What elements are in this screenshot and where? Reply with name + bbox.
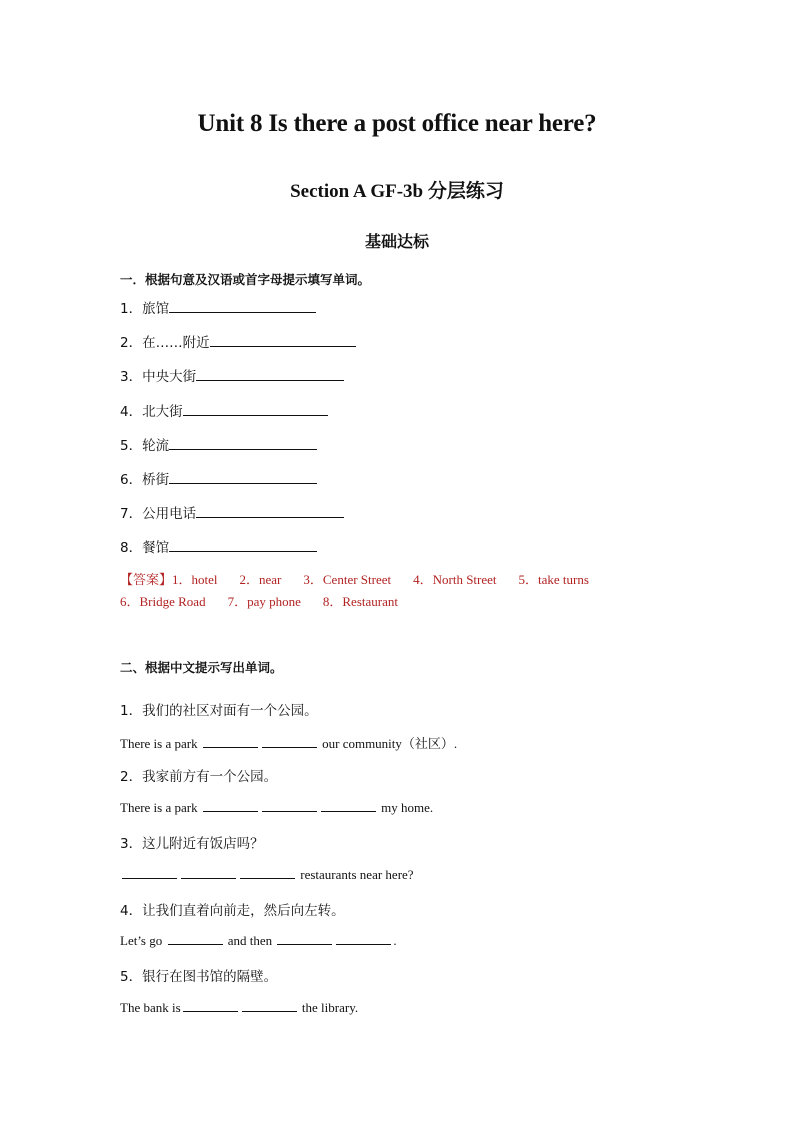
question-cn: 2．我家前方有一个公园。 — [120, 769, 278, 785]
answer-blank[interactable] — [262, 735, 317, 748]
vocab-item: 4．北大街 — [120, 400, 328, 420]
question-en: Let’s go and then . — [120, 933, 397, 948]
answer-key-row: 6．Bridge Road 7．pay phone 8．Restaurant — [120, 594, 398, 609]
answer-blank[interactable] — [321, 799, 376, 812]
vocab-item: 6．桥街 — [120, 468, 317, 488]
vocab-item: 8．餐馆 — [120, 536, 317, 556]
answer-blank[interactable] — [262, 799, 317, 812]
answer-blank[interactable] — [183, 999, 238, 1012]
question-cn: 5．银行在图书馆的隔壁。 — [120, 969, 278, 985]
question-en: There is a park my home. — [120, 800, 434, 815]
answer-blank[interactable] — [169, 537, 317, 552]
level-heading: 基础达标 — [364, 232, 429, 251]
question-en: restaurants near here? — [120, 866, 414, 883]
question-cn: 1．我们的社区对面有一个公园。 — [120, 703, 318, 719]
answer-blank[interactable] — [242, 999, 297, 1012]
answer-blank[interactable] — [168, 932, 223, 945]
page-subtitle: Section A GF-3b 分层练习 — [290, 181, 504, 202]
answer-blank[interactable] — [203, 799, 258, 812]
vocab-item: 5．轮流 — [120, 434, 317, 454]
answer-blank[interactable] — [196, 366, 344, 381]
answer-blank[interactable] — [181, 866, 236, 879]
answer-tag: 【答案】 — [120, 573, 173, 588]
answer-blank[interactable] — [196, 503, 344, 518]
page-title: Unit 8 Is there a post office near here? — [197, 110, 597, 137]
answer-blank[interactable] — [183, 401, 328, 416]
answer-blank[interactable] — [203, 735, 258, 748]
vocab-item: 2．在……附近 — [120, 331, 356, 351]
vocab-item: 3．中央大街 — [120, 365, 344, 385]
answer-blank[interactable] — [122, 866, 177, 879]
vocab-item: 1．旅馆 — [120, 297, 316, 317]
answer-blank[interactable] — [240, 866, 295, 879]
part1-heading: 一．根据句意及汉语或首字母提示填写单词。 — [120, 272, 371, 287]
part2-heading: 二、根据中文提示写出单词。 — [120, 660, 283, 675]
answer-blank[interactable] — [277, 932, 332, 945]
question-cn: 3．这儿附近有饭店吗？ — [120, 836, 264, 852]
question-en: The bank is the library. — [120, 1000, 359, 1015]
answer-blank[interactable] — [169, 469, 317, 484]
answer-key-row: 【答案】1．hotel 2．near 3．Center Street 4．North Street 5．take turns — [120, 572, 589, 588]
answer-blank[interactable] — [336, 932, 391, 945]
answer-blank[interactable] — [169, 298, 316, 313]
answer-blank[interactable] — [210, 332, 356, 347]
question-en: There is a park our community（社区）. — [120, 736, 458, 751]
question-cn: 4．让我们直着向前走，然后向左转。 — [120, 903, 345, 919]
vocab-item: 7．公用电话 — [120, 502, 344, 522]
answer-blank[interactable] — [169, 435, 317, 450]
